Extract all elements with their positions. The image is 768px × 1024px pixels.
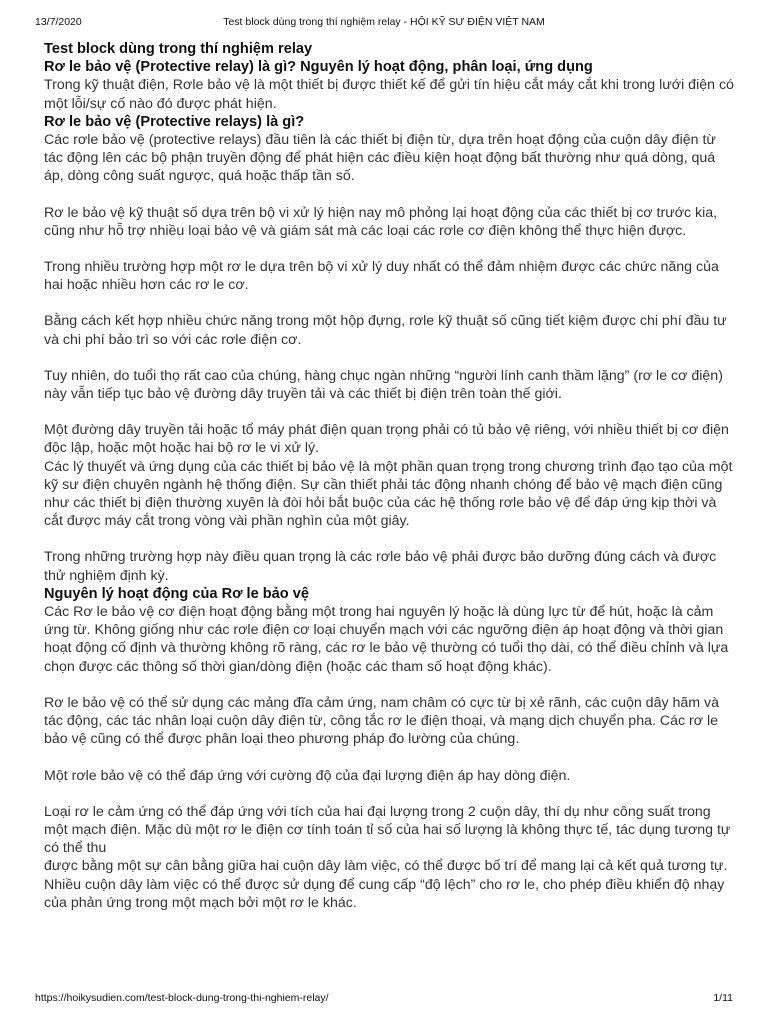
print-footer (35, 992, 733, 1008)
paragraph: Rơ le bảo vệ kỹ thuật số dựa trên bộ vi xử lý hiện nay mô phỏng lại hoạt động của các thiết bị cơ trước kia, cũng như hỗ trợ nhiều loại bảo vệ và giám sát mà các loại các rơle cơ điện không thể thực hiện được. (44, 204, 718, 239)
paragraph: Các Rơ le bảo vệ cơ điện hoạt động bằng một trong hai nguyên lý hoặc là dùng lực từ để hút, hoặc là cảm ứng từ. Không giống như các rơle điện cơ loại chuyển mạch với các ngưỡng điện áp hoạt động và thời gian hoạt động cố định và thường không rõ ràng, các rơ le bảo vệ thường có tuổi thọ dài, có thể điều chỉnh và lựa chọn được các thông số thời gian/dòng điện (hoặc các tham số hoạt động khác). (44, 604, 729, 675)
paragraph: Nhiều cuộn dây làm việc có thể được sử dụng để cung cấp “độ lệch” cho rơ le, cho phép điều khiển độ nhạy của phản ứng trong một mạch bởi một rơ le khác. (44, 876, 725, 911)
print-url: https://hoikysudien.com/test-block-dung-trong-thi-nghiem-relay/ (35, 992, 329, 1004)
paragraph-gap (44, 403, 734, 421)
print-page-title: Test block dùng trong thí nghiệm relay - HỘI KỸ SƯ ĐIỆN VIỆT NAM (223, 16, 545, 28)
paragraph: Trong kỹ thuật điện, Rơle bảo vệ là một thiết bị được thiết kế để gửi tín hiệu cắt máy cắt khi trong lưới điện có một lỗi/sự cố nào đó được phát hiện. (44, 77, 734, 112)
section-heading-operating-principle: Nguyên lý hoạt động của Rơ le bảo vệ (44, 585, 309, 602)
paragraph: Bằng cách kết hợp nhiều chức năng trong một hộp đựng, rơle kỹ thuật số cũng tiết kiệm được chi phí đầu tư và chi phí bảo trì so với các rơle điện cơ. (44, 313, 727, 348)
paragraph: Một đường dây truyền tải hoặc tổ máy phát điện quan trọng phải có tủ bảo vệ riêng, với nhiều thiết bị cơ điện độc lập, hoặc một hoặc hai bộ rơ le vi xử lý. (44, 422, 729, 457)
paragraph-gap (44, 294, 734, 312)
paragraph: Tuy nhiên, do tuổi thọ rất cao của chúng, hàng chục ngàn những “người lính canh thầm lặng” (rơ le cơ điện) này vẫn tiếp tục bảo vệ đường dây truyền tải và các thiết bị điện trên toàn thế giới. (44, 367, 723, 403)
paragraph: Rơ le bảo vệ có thể sử dụng các mảng đĩa cảm ứng, nam châm có cực từ bị xẻ rãnh, các cuộn dây hãm và tác động, các tác nhân loại cuộn dây điện từ, công tắc rơ le điện thoại, và mạng dịch chuyển pha. Các rơ le bảo vệ cũng có thể được phân loại theo phương pháp đo lường của chúng. (44, 694, 720, 748)
article-body (44, 40, 734, 912)
paragraph: Các rơle bảo vệ (protective relays) đầu tiên là các thiết bị điện từ, dựa trên hoạt động của cuộn dây điện từ tác động lên các bộ phận truyền động để phát hiện các điều kiện hoạt động bất thường như quá dòng, quá áp, dòng công suất ngược, quá hoặc thấp tần số. (44, 132, 716, 185)
paragraph: Một rơle bảo vệ có thể đáp ứng với cường độ của đại lượng điện áp hay dòng điện. (44, 767, 571, 784)
print-date: 13/7/2020 (35, 16, 82, 28)
paragraph-gap (44, 785, 734, 803)
paragraph-gap (44, 349, 734, 367)
paragraph: được bằng một sự cân bằng giữa hai cuộn dây làm việc, có thể được bố trí để mang lại cả kết quả tương tự. (44, 858, 728, 875)
paragraph: Trong nhiều trường hợp một rơ le dựa trên bộ vi xử lý duy nhất có thể đảm nhiệm được các chức năng của hai hoặc nhiều hơn các rơ le cơ. (44, 259, 719, 294)
paragraph-gap (44, 676, 734, 694)
section-heading-what-is-relay: Rơ le bảo vệ (Protective relays) là gì? (44, 113, 305, 130)
paragraph-gap (44, 530, 734, 548)
print-header (35, 16, 733, 32)
paragraph: Loại rơ le cảm ứng có thể đáp ứng với tích của hai đại lượng trong 2 cuộn dây, thí dụ như công suất trong một mạch điện. Mặc dù một rơ le điện cơ tính toán tỉ số của hai số lượng là không thực tế, tác dụng tương tự có thể thu (44, 803, 731, 857)
page-number: 1/11 (713, 992, 733, 1004)
paragraph-gap (44, 186, 734, 204)
article-title: Test block dùng trong thí nghiệm relay (44, 41, 313, 57)
paragraph: Các lý thuyết và ứng dụng của các thiết bị bảo vệ là một phần quan trọng trong chương trình đạo tạo của một kỹ sư điện chuyên ngành hệ thống điện. Sự cần thiết phải tác động nhanh chóng để bảo vệ mạch điện cũng như các thiết bị điện thường xuyên là đòi hỏi bắt buộc của các hệ thống rơle bảo vệ để đáp ứng kịp thời và cắt được máy cắt trong vòng vài phần nghìn của một giây. (44, 458, 733, 530)
paragraph: Trong những trường hợp này điều quan trọng là các rơle bảo vệ phải được bảo dưỡng đúng cách và được thử nghiệm định kỳ. (44, 549, 717, 584)
section-heading-protective-relay: Rơ le bảo vệ (Protective relay) là gì? Nguyên lý hoạt động, phân loại, ứng dụng (44, 59, 593, 76)
paragraph-gap (44, 240, 734, 258)
paragraph-gap (44, 749, 734, 767)
